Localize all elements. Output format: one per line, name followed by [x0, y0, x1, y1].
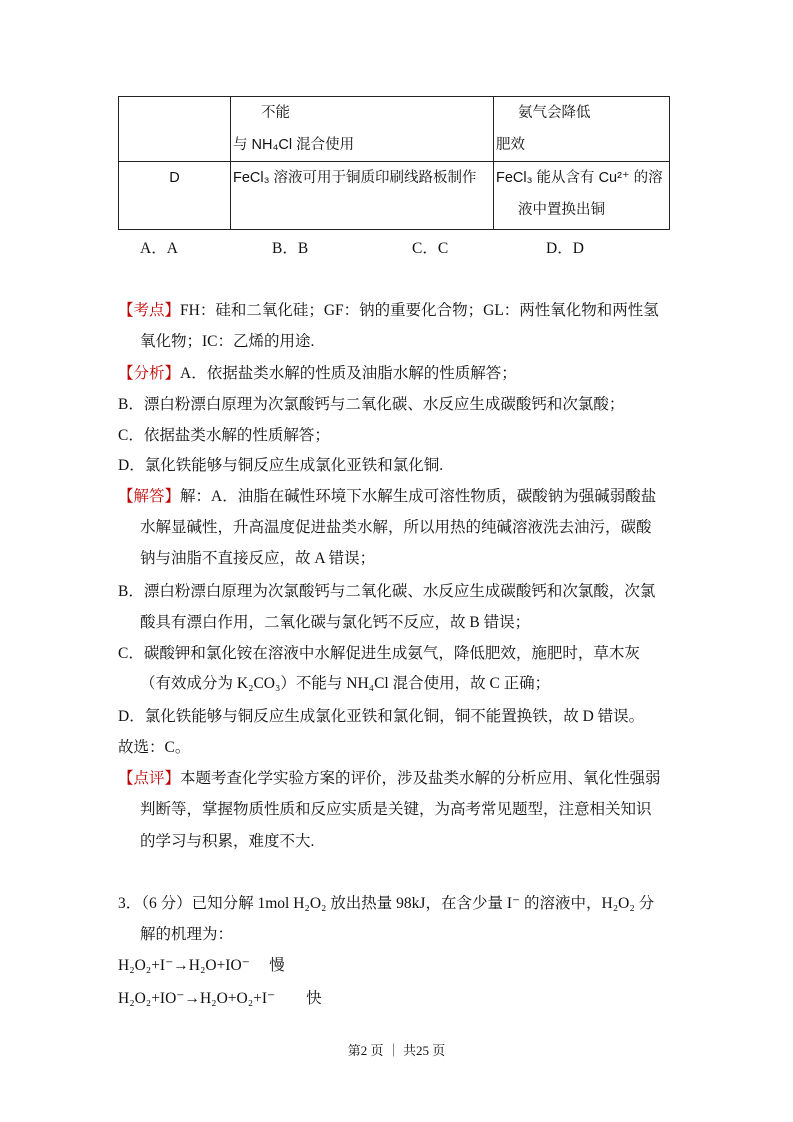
- text-line: [140, 829, 314, 851]
- cell-text: D: [169, 170, 180, 186]
- text-line: [140, 515, 652, 537]
- text-line: [118, 766, 661, 788]
- line-text: H₂O₂+IO⁻→H₂O+O₂+I⁻ 快: [118, 990, 322, 1007]
- text-line: [118, 298, 659, 320]
- line-text: 水解显碱性，升高温度促进盐类水解，所以用热的纯碱溶液洗去油污，碳酸: [140, 519, 652, 536]
- line-text: A．依据盐类水解的性质及油脂水解的性质解答；: [180, 365, 517, 382]
- section-tag: 【点评】: [118, 770, 181, 787]
- cell-text: 肥效: [496, 137, 525, 153]
- text-line: [140, 797, 652, 819]
- cell-text: FeCl₃ 溶液可用于铜质印刷线路板制作: [233, 170, 477, 186]
- text-line: [140, 671, 550, 693]
- page-footer: 第2 页 ｜ 共25 页: [347, 1043, 446, 1058]
- text-line: [118, 392, 624, 414]
- line-text: 酸具有漂白作用，二氧化碳与氯化钙不反应，故 B 错误；: [140, 614, 531, 631]
- cell-text: 氨气会降低: [518, 105, 591, 121]
- text-line: [118, 735, 190, 757]
- text-line: [118, 423, 330, 445]
- line-text: 本题考查化学实验方案的评价，涉及盐类水解的分析应用、氧化性强弱: [180, 770, 661, 787]
- option-c: C．C: [412, 240, 449, 257]
- text-line: [118, 453, 443, 475]
- line-text: FH：硅和二氧化硅；GF：钠的重要化合物；GL：两性氧化物和两性氢: [180, 302, 659, 319]
- line-text: 钠与油脂不直接反应，故 A 错误；: [140, 550, 376, 567]
- line-text: 判断等，掌握物质性质和反应实质是关键，为高考常见题型，注意相关知识: [140, 801, 652, 818]
- line-text: C．碳酸钾和氯化铵在溶液中水解促进生成氨气，降低肥效，施肥时，草木灰: [118, 645, 640, 662]
- line-text: （有效成分为 K₂CO₃）不能与 NH₄Cl 混合使用，故 C 正确；: [140, 675, 551, 692]
- line-text: 的学习与积累，难度不大.: [140, 833, 315, 850]
- line-text: 解：A．油脂在碱性环境下水解生成可溶性物质，碳酸钠为强碱弱酸盐: [180, 488, 657, 505]
- option-d: D．D: [546, 240, 584, 257]
- table-cell: [494, 162, 670, 230]
- option-a: A．A: [140, 240, 178, 257]
- line-text: D．氯化铁能够与铜反应生成氯化亚铁和氯化铜，铜不能置换铁，故 D 错误。: [118, 708, 645, 725]
- section-tag: 【分析】: [118, 365, 181, 382]
- text-line: [118, 641, 640, 663]
- section-tag: 【考点】: [118, 302, 181, 319]
- table-row: [119, 97, 670, 162]
- text-line: [118, 484, 656, 506]
- line-text: 3．（6 分）已知分解 1mol H₂O₂ 放出热量 98kJ，在含少量 I⁻ 的溶液中，H₂O₂ 分: [118, 895, 655, 912]
- cell-text: FeCl₃ 能从含有 Cu²⁺ 的溶: [496, 170, 663, 186]
- text-line: [118, 891, 654, 913]
- text-line: [140, 329, 314, 351]
- text-line: [118, 361, 517, 383]
- option-b: B．B: [272, 240, 309, 257]
- text-line: [140, 922, 233, 944]
- line-text: 解的机理为：: [140, 926, 234, 943]
- line-text: B．漂白粉漂白原理为次氯酸钙与二氧化碳、水反应生成碳酸钙和次氯酸；: [118, 396, 625, 413]
- table-cell: [231, 97, 494, 162]
- text-line: [118, 986, 322, 1008]
- text-line: [118, 579, 655, 601]
- line-text: H₂O₂+I⁻→H₂O+IO⁻ 慢: [118, 957, 285, 974]
- comparison-table: [118, 96, 670, 230]
- table-cell: [231, 162, 494, 230]
- line-text: D．氯化铁能够与铜反应生成氯化亚铁和氯化铜.: [118, 457, 444, 474]
- text-line: [140, 546, 375, 568]
- text-line: [118, 953, 285, 975]
- table-cell: [119, 97, 231, 162]
- cell-text: 液中置换出铜: [518, 202, 605, 218]
- cell-text: 不能: [261, 105, 290, 121]
- cell-text: 与 NH₄Cl 混合使用: [233, 137, 355, 153]
- line-text: 氧化物；IC：乙烯的用途.: [140, 333, 315, 350]
- table-row: [119, 162, 670, 230]
- line-text: C．依据盐类水解的性质解答；: [118, 427, 330, 444]
- table-cell: [119, 162, 231, 230]
- section-tag: 【解答】: [118, 488, 181, 505]
- text-line: [118, 704, 644, 726]
- line-text: B．漂白粉漂白原理为次氯酸钙与二氧化碳、水反应生成碳酸钙和次氯酸，次氯: [118, 583, 656, 600]
- table-cell: [494, 97, 670, 162]
- line-text: 故选：C。: [118, 739, 191, 756]
- text-line: [140, 610, 530, 632]
